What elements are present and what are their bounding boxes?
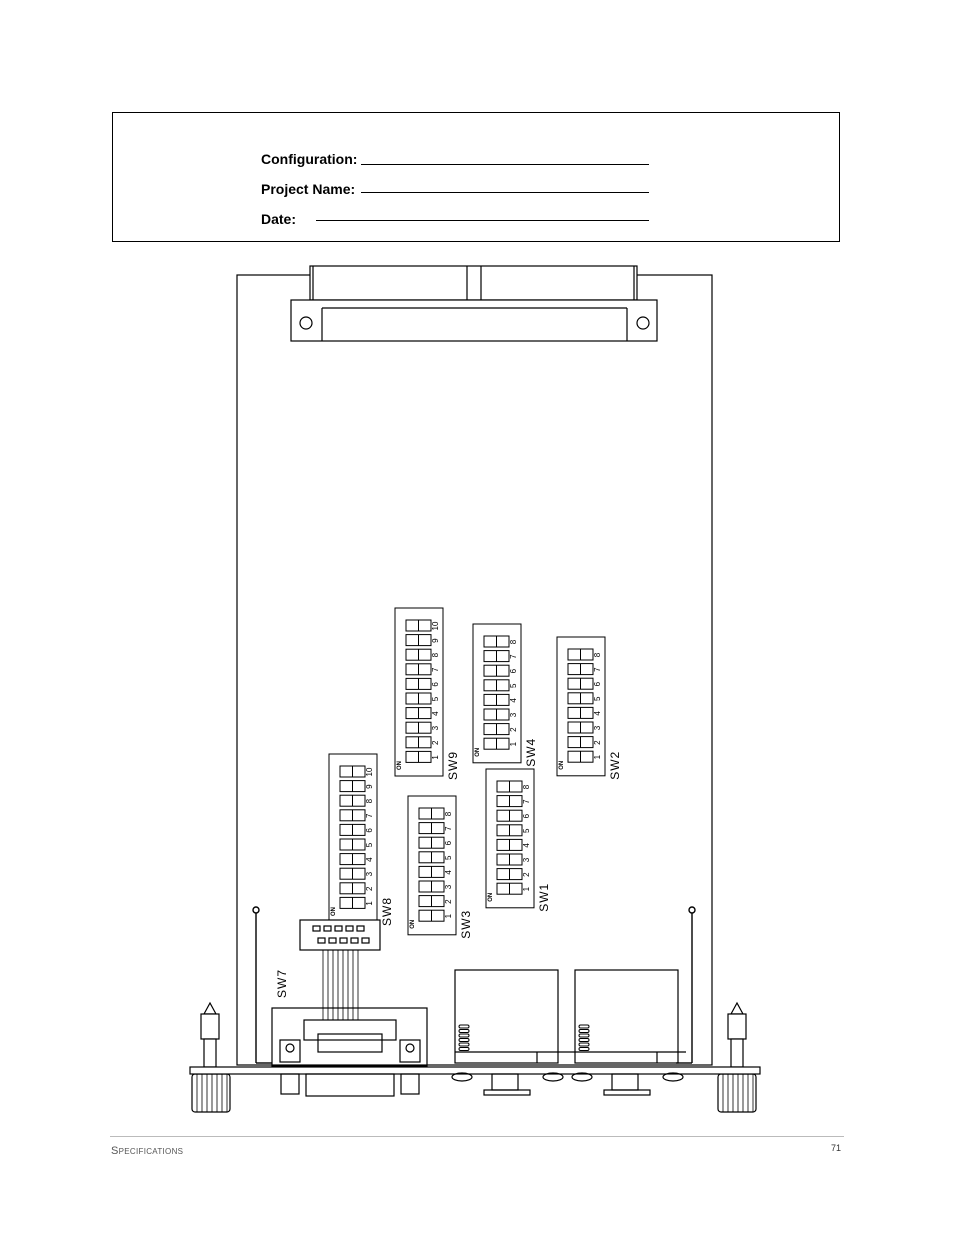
dip-switch-label: SW8 (380, 896, 394, 926)
date-label: Date: (261, 211, 297, 227)
coil-turn (459, 1048, 469, 1051)
sw7-header (300, 920, 380, 1020)
dip-position-number: 3 (509, 712, 518, 718)
dip-switch-sw3[interactable] (408, 796, 473, 939)
dip-position-number: 3 (593, 725, 602, 731)
dip-position-number: 8 (522, 784, 531, 790)
dip-position[interactable] (406, 620, 440, 631)
dip-position-number: 3 (365, 871, 374, 877)
dip-position-number: 3 (444, 884, 453, 890)
dip-position-number: 5 (593, 696, 602, 702)
dip-switch-sw9[interactable] (395, 608, 460, 780)
coil-turn (579, 1043, 589, 1046)
left-thumbscrew (192, 1003, 230, 1112)
dip-position-number: 8 (593, 652, 602, 658)
dip-position-number: 5 (444, 855, 453, 861)
header-pin (313, 926, 320, 931)
dip-position-number: 7 (444, 826, 453, 831)
dip-position-number: 2 (522, 872, 531, 877)
dip-position-number: 6 (522, 813, 531, 819)
page-number: 71 (831, 1143, 842, 1153)
coil-turn (579, 1039, 589, 1042)
dip-position-number: 4 (522, 843, 531, 848)
dip-on-label: ON (397, 761, 403, 770)
dip-position-number: 1 (522, 886, 531, 892)
dip-on-label: ON (488, 892, 494, 902)
header-pin (335, 926, 342, 931)
dip-position-number: 1 (593, 754, 602, 760)
dip-position-number: 2 (509, 727, 518, 732)
edge-connector (291, 266, 657, 341)
project-name-label: Project Name: (261, 181, 356, 197)
dip-position-number: 4 (509, 698, 518, 703)
header-pin (329, 938, 336, 943)
dip-on-label: ON (331, 907, 337, 916)
header-pin (324, 926, 331, 931)
coil-turn (579, 1048, 589, 1051)
dip-position-number: 8 (365, 798, 374, 804)
footer-rule (110, 1136, 844, 1137)
right-thumbscrew (718, 1003, 756, 1112)
header-pin (357, 926, 364, 931)
coil-turn (459, 1034, 469, 1037)
dip-switch-sw2[interactable] (557, 637, 622, 780)
dip-position-number: 7 (431, 667, 440, 673)
dip-position-number: 5 (431, 696, 440, 702)
dip-switch-sw4[interactable] (473, 624, 538, 767)
sw7-label: SW7 (275, 968, 289, 998)
dip-position-number: 3 (522, 857, 531, 863)
dip-position-number: 10 (365, 767, 374, 777)
db-connector (272, 1008, 427, 1096)
dip-position-number: 8 (444, 811, 453, 817)
dip-position-number: 9 (431, 638, 440, 643)
dip-switch-body (329, 754, 377, 922)
configuration-label: Configuration: (261, 151, 358, 167)
dip-position-number: 5 (509, 683, 518, 689)
dip-position-number: 7 (522, 799, 531, 804)
dip-position-number: 1 (444, 913, 453, 919)
dip-position-number: 10 (431, 621, 440, 631)
dip-position-number: 2 (431, 740, 440, 746)
dip-position[interactable] (340, 766, 374, 777)
header-pin (362, 938, 369, 943)
dip-position-number: 8 (509, 639, 518, 645)
dip-on-label: ON (410, 919, 416, 929)
coil-turn (579, 1030, 589, 1033)
header-pin (318, 938, 325, 943)
dip-position-number: 3 (431, 725, 440, 731)
dip-position-number: 1 (509, 741, 518, 747)
dip-position-number: 6 (444, 840, 453, 846)
dip-position-number: 2 (593, 740, 602, 745)
dip-position-number: 4 (431, 711, 440, 716)
header-pin (340, 938, 347, 943)
coil-turn (579, 1025, 589, 1028)
bnc-connector-right (565, 970, 686, 1095)
dip-position-number: 6 (593, 681, 602, 687)
dip-position-number: 7 (509, 654, 518, 659)
bnc-connector-left (452, 970, 565, 1095)
dip-position-number: 4 (365, 857, 374, 862)
dip-position-number: 8 (431, 652, 440, 658)
coil-turn (459, 1025, 469, 1028)
dip-position-number: 4 (593, 711, 602, 716)
dip-position-number: 5 (365, 842, 374, 848)
dip-position-number: 2 (365, 886, 374, 892)
coil-turn (579, 1034, 589, 1037)
dip-position-number: 7 (365, 813, 374, 819)
dip-switch-label: SW1 (537, 882, 551, 912)
dip-switch-label: SW9 (446, 750, 460, 780)
coil-turn (459, 1030, 469, 1033)
dip-switch-label: SW4 (524, 737, 538, 767)
dip-switch-label: SW3 (459, 909, 473, 939)
dip-switch-sw1[interactable] (486, 769, 551, 912)
dip-position-number: 6 (431, 682, 440, 687)
dip-on-label: ON (475, 747, 481, 757)
dip-on-label: ON (559, 760, 565, 770)
dip-switch-label: SW2 (608, 750, 622, 780)
header-pin (351, 938, 358, 943)
dip-position-number: 2 (444, 899, 453, 904)
header-pin (346, 926, 353, 931)
dip-switch-sw8[interactable] (329, 754, 394, 926)
dip-position-number: 5 (522, 828, 531, 834)
dip-position-number: 6 (365, 828, 374, 833)
coil-turn (459, 1039, 469, 1042)
dip-position-number: 1 (365, 901, 374, 906)
dip-position-number: 1 (431, 755, 440, 760)
dip-position-number: 9 (365, 784, 374, 789)
dip-position-number: 6 (509, 668, 518, 674)
footer-section-title: Specifications (111, 1145, 184, 1157)
dip-switch-body (395, 608, 443, 776)
coil-turn (459, 1043, 469, 1046)
dip-position-number: 7 (593, 667, 602, 672)
dip-position-number: 4 (444, 870, 453, 875)
